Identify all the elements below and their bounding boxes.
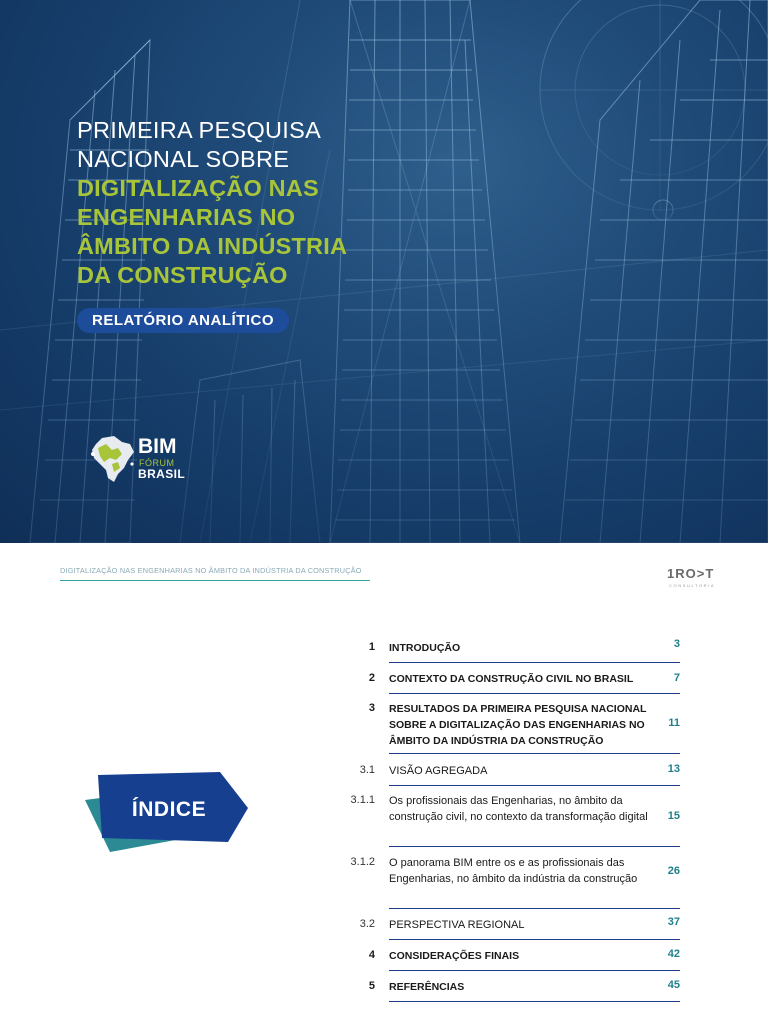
toc-entry-page: 26 <box>667 865 680 877</box>
cover-title-highlight: DA CONSTRUÇÃO <box>77 262 288 288</box>
toc-entry-page: 37 <box>667 916 680 928</box>
brazil-map-icon <box>88 434 138 486</box>
toc-divider <box>389 908 680 909</box>
running-header: DIGITALIZAÇÃO NAS ENGENHARIAS NO ÂMBITO DA INDÚSTRIA DA CONSTRUÇÃO <box>60 566 362 575</box>
toc-entry-title: VISÃO AGREGADA <box>389 765 488 777</box>
toc-divider <box>389 753 680 754</box>
toc-entry-title: REFERÊNCIAS <box>389 981 465 993</box>
indice-banner <box>80 770 250 855</box>
toc-entry-title: RESULTADOS DA PRIMEIRA PESQUISA NACIONAL SOBRE A DIGITALIZAÇÃO DAS ENGENHARIAS NO ÂMBITO DA INDÚSTRIA DA CONSTRUÇÃO <box>389 703 647 747</box>
logo-bim-text: BIM <box>138 435 177 458</box>
toc-entry-page: 15 <box>667 810 680 822</box>
consultancy-logo-name: 1RO>T <box>667 566 715 581</box>
toc-entry-title: CONSIDERAÇÕES FINAIS <box>389 950 520 962</box>
cover-title-highlight: ÂMBITO DA INDÚSTRIA <box>77 233 348 259</box>
toc-divider <box>389 939 680 940</box>
toc-divider <box>389 846 680 847</box>
toc-entry-page: 11 <box>668 717 680 729</box>
toc-entry-title: CONTEXTO DA CONSTRUÇÃO CIVIL NO BRASIL <box>389 673 634 685</box>
toc-entry-page: 45 <box>667 979 680 991</box>
indice-label: ÍNDICE <box>131 798 207 821</box>
header-divider <box>60 580 370 581</box>
toc-entry-title: PERSPECTIVA REGIONAL <box>389 919 525 931</box>
toc-entry-number: 3.1.1 <box>350 794 375 806</box>
logo-brasil-text: BRASIL <box>138 467 186 481</box>
cover-title-highlight: ENGENHARIAS NO <box>77 204 296 230</box>
cover-title-line: PRIMEIRA PESQUISA <box>77 117 322 143</box>
consultancy-logo-tagline: CONSULTORIA <box>669 583 716 588</box>
toc-entry-number: 3.1.2 <box>350 856 375 868</box>
toc-divider <box>389 662 680 663</box>
toc-entry-number: 2 <box>368 672 375 684</box>
cover-title-line: NACIONAL SOBRE <box>77 146 290 172</box>
toc-entry-page: 3 <box>673 638 680 650</box>
toc-entry-number: 5 <box>368 980 375 992</box>
toc-entry-page: 42 <box>667 948 680 960</box>
toc-entry-number: 3.2 <box>359 918 375 930</box>
toc-divider <box>389 785 680 786</box>
cover-title-highlight: DIGITALIZAÇÃO NAS <box>77 175 319 201</box>
logo-forum-text: FÓRUM <box>139 458 175 468</box>
report-type-badge: RELATÓRIO ANALÍTICO <box>77 308 289 333</box>
bim-forum-brasil-logo <box>88 432 188 488</box>
toc-entry-number: 4 <box>368 949 375 961</box>
toc-divider <box>389 970 680 971</box>
toc-entry-page: 7 <box>673 672 680 684</box>
toc-entry-title: Os profissionais das Engenharias, no âmbito da construção civil, no contexto da transformação digital <box>389 795 648 823</box>
toc-divider <box>389 1001 680 1002</box>
toc-entry-title: INTRODUÇÃO <box>389 642 461 654</box>
consultancy-logo <box>667 566 727 590</box>
toc-entry-title: O panorama BIM entre os e as profissionais das Engenharias, no âmbito da indústria da construção <box>389 857 638 885</box>
toc-divider <box>389 693 680 694</box>
toc-entry-page: 13 <box>667 763 680 775</box>
cover-title <box>77 116 437 290</box>
toc-entry-number: 1 <box>368 641 375 653</box>
toc-entry-number: 3 <box>368 702 375 714</box>
toc-entry-number: 3.1 <box>359 764 375 776</box>
